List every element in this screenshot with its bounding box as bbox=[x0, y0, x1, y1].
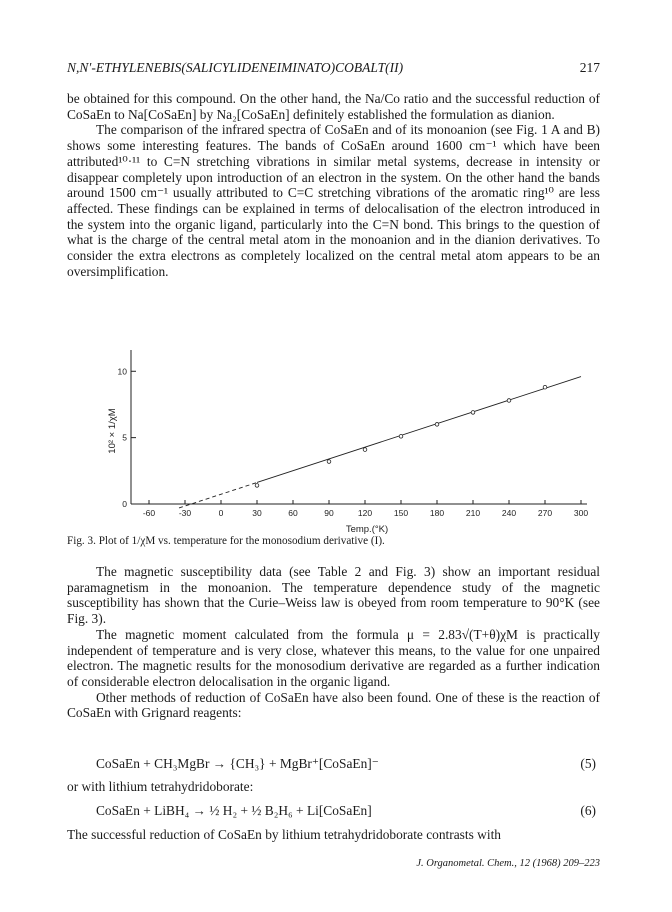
running-title: N,N′-ETHYLENEBIS(SALICYLIDENEIMINATO)COBALT(II) bbox=[67, 60, 404, 75]
x-tick-label: 60 bbox=[288, 508, 298, 518]
y-tick-label: 10 bbox=[117, 366, 127, 377]
data-point bbox=[363, 448, 367, 452]
x-tick-label: 30 bbox=[252, 508, 262, 518]
equation-number: (6) bbox=[580, 803, 596, 818]
x-tick-label: -30 bbox=[178, 508, 192, 518]
text-block-top bbox=[67, 91, 600, 279]
plot-axes bbox=[131, 350, 587, 504]
paragraph: Other methods of reduction of CoSaEn have also been found. One of these is the reaction of CoSaEn with Grignard reagents: bbox=[67, 689, 600, 721]
figure-3-plot bbox=[67, 336, 600, 550]
x-tick-label: -60 bbox=[142, 508, 156, 518]
data-point bbox=[507, 399, 511, 403]
x-tick-label: 90 bbox=[324, 508, 334, 518]
x-tick-label: 240 bbox=[501, 508, 517, 518]
fit-line-group bbox=[179, 377, 581, 508]
data-point bbox=[543, 385, 547, 389]
y-ticks bbox=[118, 366, 136, 509]
x-tick-label: 300 bbox=[573, 508, 589, 518]
x-tick-label: 150 bbox=[393, 508, 409, 518]
paragraph: The magnetic moment calculated from the formula μ = 2.83√(T+θ)χM is practically independent of temperature and is very close, whatever this means, to the value for one unpaired electron. The magnetic results for the monosodium derivative are regarded as a further indication of considerable electron delocalisation in the organic ligand. bbox=[67, 626, 600, 689]
x-ticks bbox=[143, 500, 589, 518]
equation-number: (5) bbox=[580, 756, 596, 771]
paragraph: The magnetic susceptibility data (see Table 2 and Fig. 3) show an important residual paramagnetism in the monoanion. The temperature dependence study of the magnetic susceptibility has shown that the Curie–Weiss law is obeyed from room temperature to 90°K (see Fig. 3). bbox=[67, 564, 600, 627]
x-tick-label: 120 bbox=[357, 508, 373, 518]
running-header bbox=[67, 60, 600, 80]
x-tick-label: 210 bbox=[465, 508, 481, 518]
x-tick-label: 270 bbox=[537, 508, 553, 518]
equation-6 bbox=[67, 803, 600, 821]
equation-text: CoSaEn + LiBH₄ → ½ H₂ + ½ B₂H₆ + Li[CoSaEn] bbox=[96, 803, 372, 818]
x-tick-label: 180 bbox=[429, 508, 445, 518]
equation-5 bbox=[67, 756, 600, 774]
y-axis-label: 10² × 1/χM bbox=[107, 408, 118, 454]
x-tick-label: 0 bbox=[218, 508, 224, 518]
paragraph: be obtained for this compound. On the other hand, the Na/Co ratio and the successful reduction of CoSaEn to Na[CoSaEn] by Na₂[CoSaEn] definitely established the formulation as dianion. bbox=[67, 91, 600, 122]
y-tick-label: 5 bbox=[122, 432, 127, 443]
data-point bbox=[471, 411, 475, 415]
paragraph: The comparison of the infrared spectra of CoSaEn and of its monoanion (see Fig. 1 A and B) shows some interesting features. The bands of CoSaEn around 1600 cm⁻¹ which have been attributed¹⁰·¹¹ to C=N stretching vibrations in similar metal systems, decrease in intensity or disappear completely upon introduction of an electron in the system. On the other hand the bands around 1500 cm⁻¹ usually attributed to C=C stretching vibrations of the aromatic ring¹⁰ are less affected. These findings can be explained in terms of delocalisation of the electron introduced in the system into the organic ligand, particularly into the C=N bond. This brings to the question of what is the charge of the central metal atom in the monoanion and in the dianion derivatives. To consider the extra electrons as completely localized on the central metal atom appears to be an oversimplification. bbox=[67, 122, 600, 279]
data-point bbox=[255, 484, 259, 488]
text-line: or with lithium tetrahydridoborate: bbox=[67, 779, 254, 794]
data-point bbox=[435, 423, 439, 427]
text-block-middle bbox=[67, 564, 600, 721]
journal-footer: J. Organometal. Chem., 12 (1968) 209–223 bbox=[416, 858, 600, 869]
y-tick-label: 0 bbox=[122, 499, 127, 509]
x-axis-label: Temp.(°K) bbox=[345, 524, 389, 535]
data-point bbox=[327, 460, 331, 464]
page-number: 217 bbox=[579, 60, 600, 75]
text-line: The successful reduction of CoSaEn by lithium tetrahydridoborate contrasts with bbox=[67, 827, 501, 842]
data-points bbox=[255, 385, 547, 487]
fit-line bbox=[257, 377, 581, 483]
figure-caption: Fig. 3. Plot of 1/χM vs. temperature for the monosodium derivative (I). bbox=[67, 535, 385, 547]
equation-text: CoSaEn + CH₃MgBr → {CH₃} + MgBr⁺[CoSaEn]⁻ bbox=[96, 756, 379, 771]
data-point bbox=[399, 435, 403, 439]
